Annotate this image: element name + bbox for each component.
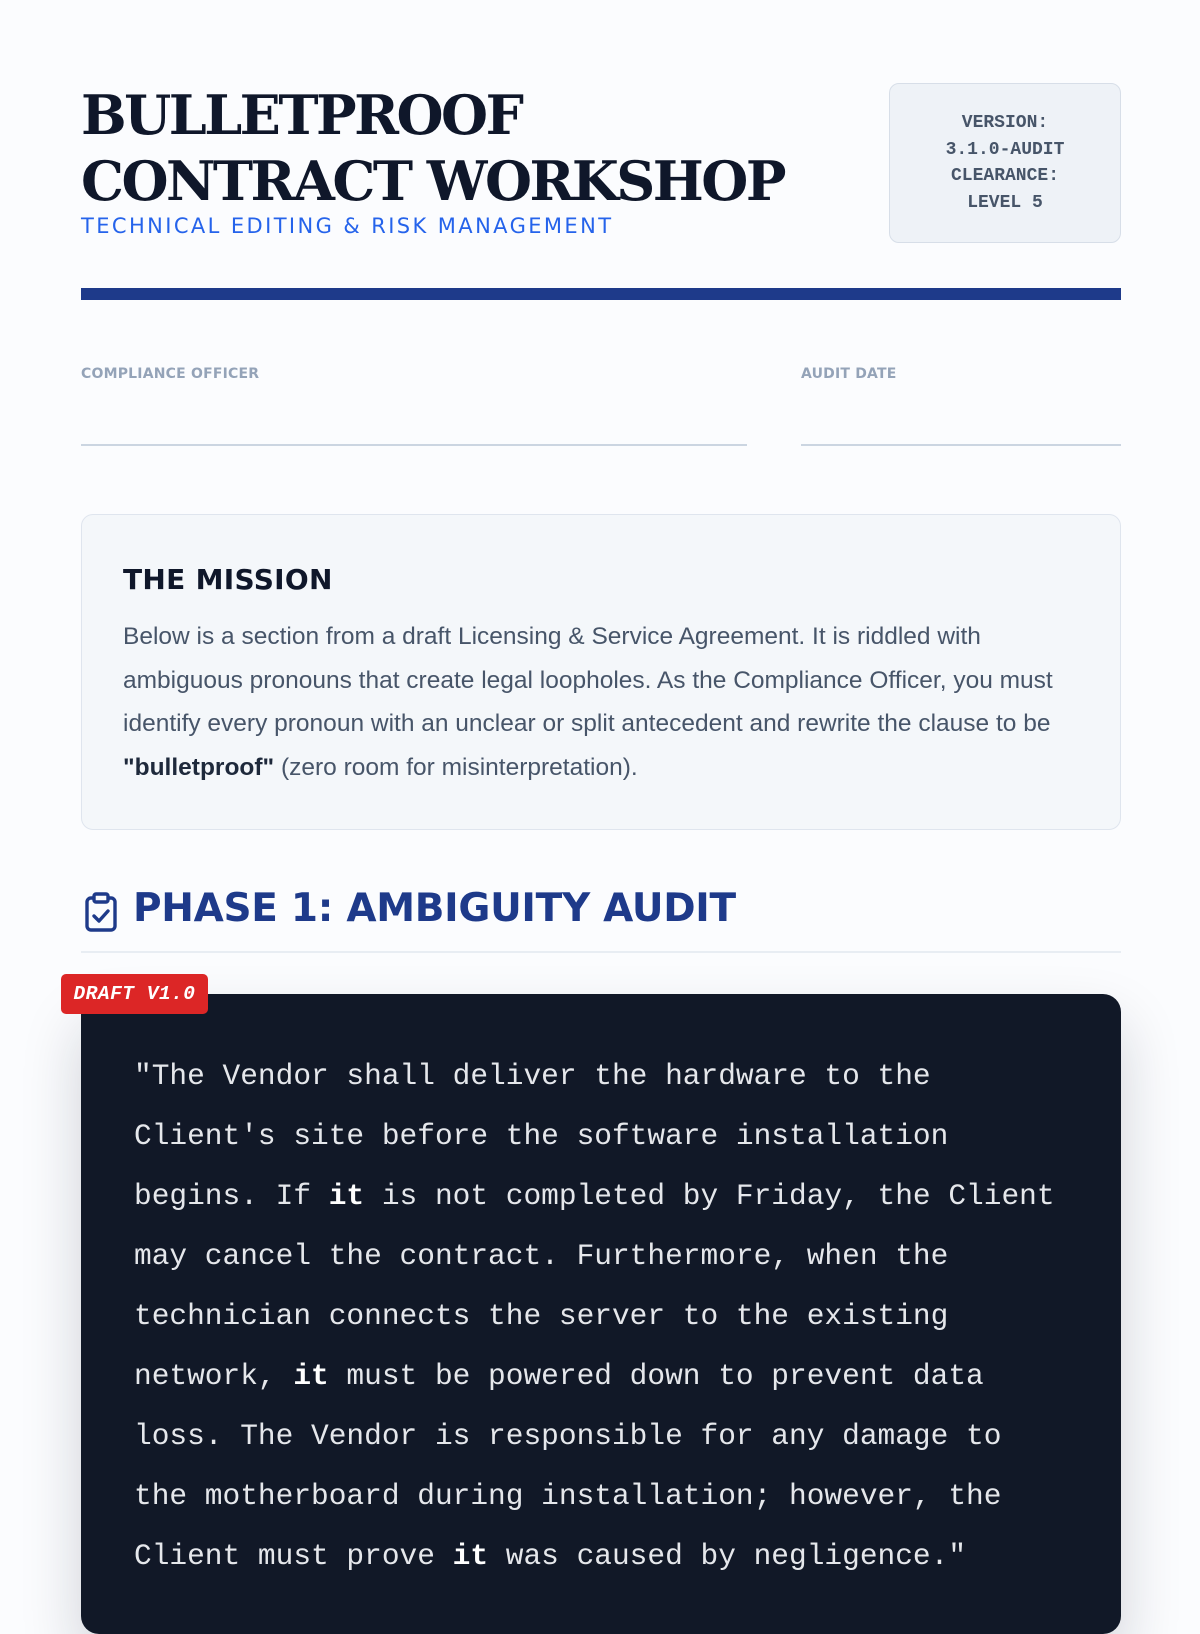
clause-segment: "The Vendor shall deliver the hardware to the Client's site before the software installation begins. If [134, 1059, 949, 1213]
compliance-officer-label: COMPLIANCE OFFICER [81, 366, 260, 382]
mission-body [123, 615, 1083, 789]
compliance-officer-line [81, 444, 747, 446]
header [81, 82, 1121, 252]
phase-divider [81, 951, 1121, 953]
page-subtitle: TECHNICAL EDITING & RISK MANAGEMENT [81, 214, 614, 238]
clause-segment: must be powered down to prevent data loss. The Vendor is responsible for any damage to the motherboard during installation; however, the Client must prove [134, 1359, 1002, 1573]
ambiguous-pronoun: it [328, 1179, 365, 1213]
version-label: VERSION: [961, 113, 1049, 133]
version-value: 3.1.0-AUDIT [945, 139, 1065, 160]
mission-text-1: Below is a section from a draft Licensing & Service Agreement. It is riddled with ambiguous pronouns that create legal loopholes. As the Compliance Officer, you must identify every pronoun with an unclear or split antecedent and rewrite the clause to be [123, 623, 1053, 737]
document-meta-box [889, 83, 1121, 243]
audit-date-field[interactable] [801, 366, 1121, 382]
mission-box [81, 514, 1121, 830]
mission-text-2: (zero room for misinterpretation). [274, 753, 638, 781]
mission-title: THE MISSION [123, 563, 333, 596]
draft-clause-text [134, 1046, 1064, 1586]
ambiguous-pronoun: it [293, 1359, 329, 1393]
draft-clause-block [81, 994, 1121, 1634]
compliance-officer-field[interactable] [81, 366, 747, 382]
document-meta-text [930, 110, 1080, 216]
clause-segment: is not completed by Friday, the Client may cancel the contract. Furthermore, when the technician connects the server to the existing network, [134, 1179, 1055, 1393]
phase-title: PHASE 1: AMBIGUITY AUDIT [133, 886, 736, 931]
audit-date-line [801, 444, 1121, 446]
phase-heading [81, 884, 1121, 954]
clearance-value: LEVEL 5 [967, 192, 1043, 213]
mission-emphasis: "bulletproof" [123, 753, 275, 781]
audit-date-label: AUDIT DATE [801, 366, 897, 382]
clipboard-check-icon [83, 892, 119, 932]
clearance-label: CLEARANCE: [950, 166, 1060, 186]
worksheet-page [73, 0, 1121, 1600]
ambiguous-pronoun: it [452, 1539, 489, 1573]
page-title: BULLETPROOF CONTRACT WORKSHOP [81, 83, 784, 213]
clause-segment: was caused by negligence." [488, 1539, 967, 1573]
draft-version-badge: DRAFT V1.0 [61, 974, 208, 1014]
header-divider [81, 288, 1121, 300]
